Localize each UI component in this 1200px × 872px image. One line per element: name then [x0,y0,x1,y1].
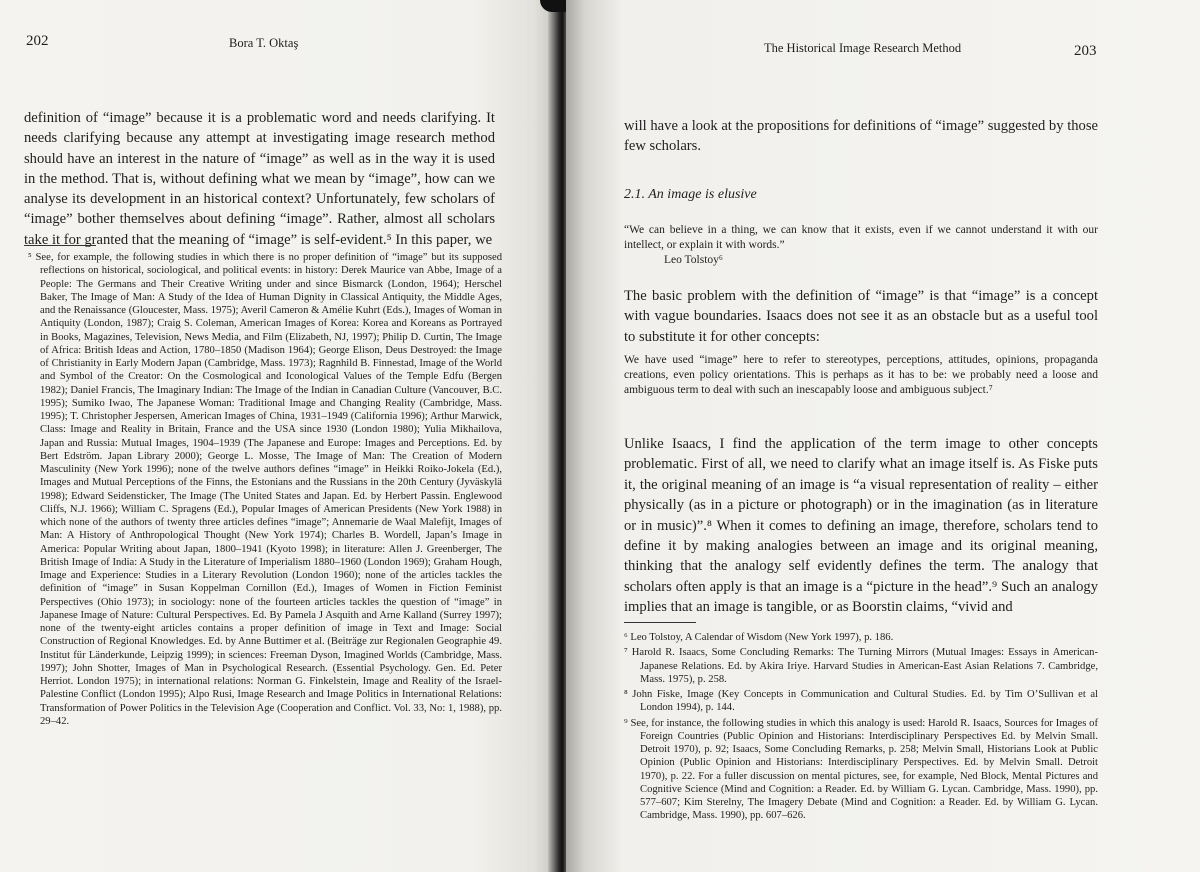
footnote-7: ⁷ Harold R. Isaacs, Some Concluding Remarks: The Turning Mirrors (Mutual Images: Essays in American-Japanese Relations. Ed. by Akira Iriye. Harvard Studies in American-East Asian Relations 7. Cambridge, Mass. 1975), p. 258. [624,647,1098,685]
footnote-8: ⁸ John Fiske, Image (Key Concepts in Communication and Cultural Studies. Ed. by Tim O’Sullivan et al London 1994), p. 144. [624,689,1098,714]
page-number-right: 203 [1074,43,1097,59]
epigraph: “We can believe in a thing, we can know that it exists, even if we cannot understand it with our intellect, or explain it with words.” [624,224,1098,251]
footnotes-right [624,631,1098,825]
section-heading: 2.1. An image is elusive [624,187,757,202]
footnote-5: ⁵ See, for example, the following studies in which there is no proper definition of “image” but its supposed reflections on historical, sociological, and political events: in history: Derek Maurice van Abbe, Image of a People: The Germans and Their Creative Writing under and since Bismarck (London, 1964); Herschel Baker, The Image of Man: A Study of the Idea of Human Dignity in Classical Antiquity, the Middle Ages, and the Renaissance (Gloucester, Mass. 1975); Averil Cameron & Amélie Kuhrt (Eds.), Images of Woman in Antiquity (London, 1987); Craig S. Coleman, American Images of Korea: Korea and Koreans as Portrayed in Books, Magazines, Television, News Media, and Film (Elizabeth, NJ, 1997); Philip D. Curtin, The Image of Africa: British Ideas and Action, 1780–1850 (Madison 1964); George Elison, Deus Destroyed: the Image of Christianity in Early Modern Japan (Cambridge, Mass. 1973); Ragnhild B. Finnestad, Image of the World and Symbol of the Creator: On the Cosmological and Iconological Values of the Temple Edfu (Bergen 1982); Daniel Francis, The Imaginary Indian: The Image of the Indian in Canadian Culture (Vancouver, B.C. 1995); Sumiko Iwao, The Japanese Woman: Traditional Image and Changing Reality (Cambridge, Mass. 1995); T. Christopher Jespersen, American Images of China, 1931–1949 (California 1996); Arthur Marwick, Class: Image and Reality in Britain, France and the USA since 1930 (London 1980); Yulia Mikhailova, Japan and Russia: Mutual Images, 1904–1939 (The Japanese and Europe: Images and Perceptions. Ed. by Bert Edström. Japan Library 2000); George L. Mosse, The Image of Man: The Creation of Modern Masculinity (New York 1996); none of the twelve authors defines “image” in Heikki Roiko-Jokela (Ed.), Images and Mutual Perceptions of the Finns, the Estonians and the Russians in the 20th Century (Jyväskylä 1998); Edward Seidensticker, The Image (The United States and Japan. Ed. by Herbert Passin. Englewood Cliffs, N.J. 1966); William C. Spragens (Ed.), Popular Images of American Presidents (New York 1988) in which none of the authors of twenty three articles defines “image”; Annemarie de Waal Malefijt, Images of Man: A History of Anthropological Thought (New York 1974); Charles B. Wordell, Japan’s Image in America: Popular Writing about Japan, 1800–1941 (Kyoto 1998); in literature: Allen J. Greenberger, The British Image of India: A Study in the Literature of Imperialism 1880–1960 (London 1969); Graham Hough, Image and Experience: Studies in a Literary Revolution (London 1960); none of the articles tackles the definition of “image” in Susan Koppelman Cornillon (Ed.), Images of Women in Fiction Feminist Perspectives (Ohio 1973); in sociology: none of the fourteen articles tackles the question of “image” in Japanese Image of Nature: Cultural Perspectives. Ed. By Pamela J Asquith and Arne Kalland (Surrey 1997); none of the twenty-eight articles contains a proper definition of image in Text and Image: Social Construction of Regional Knowledges. Ed. by Anne Buttimer et al. (Beiträge zur Regionalen Geographie 49. Institut für Länderkunde, Leipzig 1999); in sciences: Freeman Dyson, Imagined Worlds (Cambridge, Mass. 1997); John Shotter, Images of Man in Psychological Research. (Essential Psychology. Gen. Ed. Peter Herriot. London 1975); in international relations: Norman G. Finkelstein, Image and Reality of the Israel-Palestine Conflict (London 1995); Alpo Rusi, Image Research and Image Politics in International Relations: Transformation of Power Politics in the Television Age (Cooperation and Conflict. Vol. 33, No: 1, 1988), pp. 29–42. [28,252,502,727]
body-paragraph-2: The basic problem with the definition of “image” is that “image” is a concept with vague boundaries. Isaacs does not see it as an obstacle but as a useful tool to substitute it for other concepts: [624,288,1098,345]
running-head-left: Bora T. Oktaş [229,36,299,50]
block-quote: We have used “image” here to refer to stereotypes, perceptions, attitudes, opinions, propaganda creations, even policy orientations. This is perhaps as it has to be: we probably need a loose and ambiguous term to deal with such an inescapably loose and ambiguous subject.⁷ [624,354,1098,396]
left-page [0,0,556,872]
body-paragraph-1: will have a look at the propositions for definitions of “image” suggested by those few scholars. [624,118,1098,155]
body-paragraph-3: Unlike Isaacs, I find the application of the term image to other concepts problematic. First of all, we need to clarify what an image itself is. As Fiske puts it, the original meaning of an image is “a visual representation of reality – either physically (as in a picture or photograph) or in the imagination (as in literature or in music)”.⁸ When it comes to defining an image, therefore, scholars tend to define it by making analogies between an image and its original meaning, thinking that the analogy self evidently defines the term. The analogy that scholars often apply is that an image is a “picture in the head”.⁹ Such an analogy implies that an image is tangible, or as Boorstin claims, “vivid and [624,436,1098,616]
footnote-9: ⁹ See, for instance, the following studies in which this analogy is used: Harold R. Isaacs, Sources for Images of Foreign Countries (Public Opinion and Historians: Interdisciplinary Perspectives Ed. by Melvin Small. Detroit 1970), p. 92; Isaacs, Some Concluding Remarks, p. 258; Melvin Small, Historians Look at Public Opinion (Public Opinion and Historians: Interdisciplinary Perspectives. Ed. by Melvin Small. Detroit 1970), p. 22. For a fuller discussion on mental pictures, see, for example, Ned Block, Mental Pictures and Cognitive Science (Mind and Cognition: a Reader. Ed. by William G. Lycan. Cambridge, Mass. 1990), pp. 577–607; Kim Sterelny, The Imagery Debate (Mind and Cognition: a Reader. Ed. by William G. Lycan. Cambridge, Mass. 1990), pp. 607–626. [624,717,1098,822]
epigraph-attribution: Leo Tolstoy⁶ [664,254,723,266]
footnote-rule [24,245,96,246]
right-page [566,0,1200,872]
running-head-right: The Historical Image Research Method [764,41,962,55]
page-number-left: 202 [26,33,49,49]
footnote-6: ⁶ Leo Tolstoy, A Calendar of Wisdom (New York 1997), p. 186. [624,632,894,643]
body-paragraph: definition of “image” because it is a problematic word and needs clarifying. It needs clarifying because any attempt at investigating image research method should have an interest in the nature of “image” as well as in the way it is used in the method. That is, without defining what we mean by “image”, how can we analyse its development in an historical context? Unfortunately, few scholars of “image” bother themselves about defining “image”. Rather, almost all scholars take it for granted that the meaning of “image” is self-evident.⁵ In this paper, we [24,110,495,248]
footnote-rule-right [624,622,696,623]
